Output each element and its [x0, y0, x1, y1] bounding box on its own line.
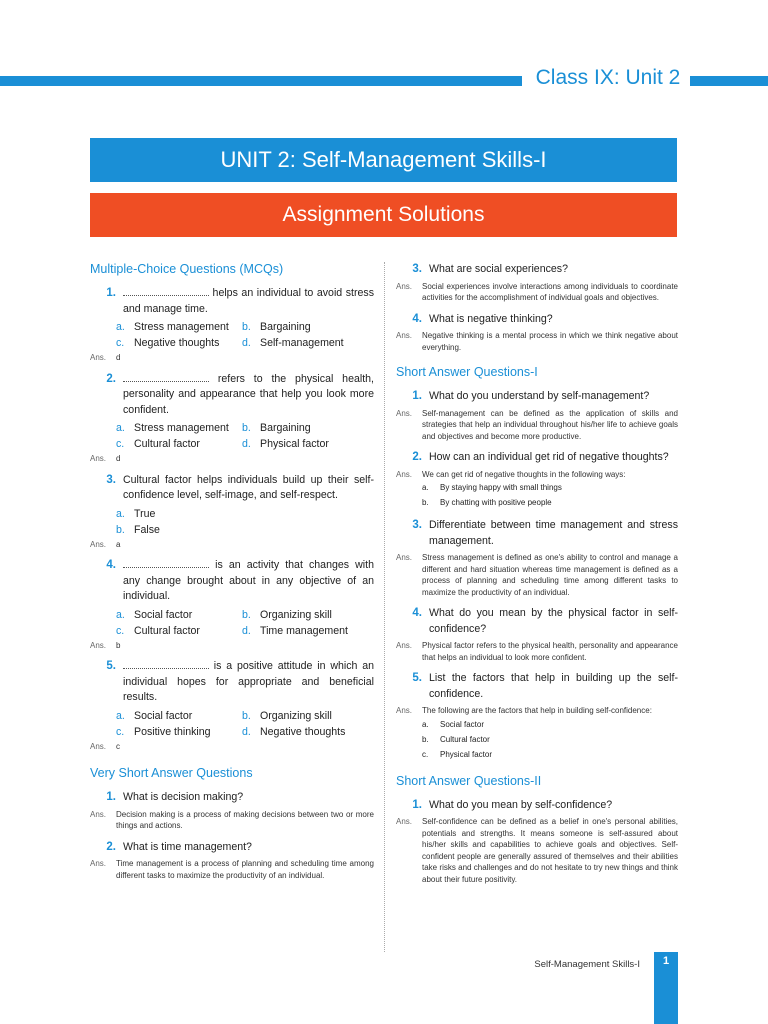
option-letter: b. [242, 422, 251, 434]
answer-text: Stress management is defined as one's ability to control and manage a different and hard situation whereas time management is defined as a process of planning and scheduling time among different tasks to maximize the productivity of an individual. [422, 553, 678, 597]
answer-label: Ans. [396, 281, 413, 291]
answer-text: b [116, 640, 121, 650]
mcq-options-3 [116, 508, 374, 536]
fill-blank [123, 286, 209, 296]
sa1-answer-3 [396, 552, 678, 598]
option-letter: b. [116, 523, 125, 536]
footer-title: Self-Management Skills-I [534, 959, 640, 970]
option-text: Negative thoughts [260, 725, 346, 738]
list-letter: a. [422, 483, 429, 492]
option-text: Self-management [260, 337, 344, 349]
option [242, 609, 374, 621]
list-text: Cultural factor [440, 734, 490, 744]
option-letter: b. [242, 709, 251, 722]
option-letter: d. [242, 438, 251, 450]
column-divider [384, 262, 385, 952]
question-text [123, 372, 374, 419]
list-text: Social factor [440, 719, 485, 729]
question-number: 5. [412, 672, 422, 684]
option-letter: a. [116, 321, 125, 333]
answer-label: Ans. [90, 353, 107, 362]
question-number: 4. [412, 607, 422, 619]
option-text: Stress management [134, 321, 229, 333]
sa1-answer-4 [396, 640, 678, 663]
question-text: How can an individual get rid of negative thoughts? [429, 451, 669, 463]
header-rule-left [0, 76, 522, 86]
page-number: 1 [662, 955, 670, 967]
option-text: Positive thinking [134, 725, 211, 738]
option-text: False [134, 523, 160, 536]
mcq-options-2 [116, 422, 374, 450]
right-column [396, 262, 678, 885]
sa2-question-1 [396, 798, 678, 814]
answer-text: Physical factor refers to the physical health, personality and appearance that helps an individual to look more confident. [422, 641, 678, 662]
list-text: By staying happy with small things [440, 483, 562, 492]
option-letter: a. [116, 608, 125, 621]
option-letter: c. [116, 438, 125, 450]
answer-label: Ans. [396, 553, 413, 562]
vsa-answer-4 [396, 330, 678, 353]
answer-text: The following are the factors that help in building self-confidence: [422, 706, 652, 715]
fill-blank [123, 558, 209, 568]
option-text: Social factor [134, 608, 193, 621]
option-letter: d. [242, 624, 251, 637]
answer-label: Ans. [396, 641, 413, 650]
answer-text: We can get rid of negative thoughts in the following ways: [422, 469, 626, 479]
answer-1 [90, 352, 374, 364]
vsa-question-1 [90, 790, 374, 806]
option-letter: b. [242, 608, 251, 621]
question-number: 2. [106, 840, 116, 853]
sa1-answer-1 [396, 408, 678, 443]
answer-label: Ans. [90, 454, 107, 463]
option-text: Organizing skill [260, 608, 332, 621]
answer-list-item [422, 480, 678, 495]
sa1-question-2 [396, 450, 678, 466]
answer-text: a [116, 539, 121, 549]
answer-label: Ans. [90, 741, 107, 751]
question-text [123, 286, 374, 317]
question-text-body: helps an individual to avoid stress and manage time. [123, 287, 374, 315]
header-rule-right [690, 76, 768, 86]
option-letter: d. [242, 725, 251, 738]
answer-text: Social experiences involve interactions among individuals to coordinate activities for the accomplishment of individual goals and objectives. [422, 281, 678, 302]
question-text: What is decision making? [123, 791, 244, 803]
option [116, 438, 242, 450]
answer-list-item [422, 747, 678, 762]
answer-text: Negative thinking is a mental process in which we think negative about everything. [422, 331, 678, 352]
question-text: What are social experiences? [429, 263, 568, 275]
answer-text: c [116, 741, 120, 751]
vsa-question-4 [396, 312, 678, 328]
left-column [90, 262, 374, 881]
option-text: Bargaining [260, 321, 311, 333]
question-text: What do you understand by self-management? [429, 390, 650, 402]
option [116, 524, 374, 536]
mcq-question-1 [90, 286, 374, 317]
option [116, 625, 242, 637]
answer-label: Ans. [90, 539, 107, 549]
list-letter: a. [422, 719, 429, 729]
question-text: What do you mean by self-confidence? [429, 798, 613, 811]
option-text: Organizing skill [260, 709, 332, 722]
section-title-short-answer-1: Short Answer Questions-I [396, 365, 538, 379]
option [116, 321, 242, 333]
answer-2 [90, 453, 374, 465]
sa1-question-5 [396, 671, 678, 702]
option-letter: b. [242, 321, 251, 333]
question-number: 3. [412, 263, 422, 275]
question-number: 2. [106, 372, 116, 385]
option-text: Cultural factor [134, 438, 200, 450]
option-text: Time management [260, 624, 348, 637]
question-number: 3. [412, 519, 422, 531]
list-letter: c. [422, 749, 429, 759]
answer-label: Ans. [396, 817, 413, 826]
mcq-options-4 [116, 609, 374, 637]
question-number: 1. [106, 791, 116, 803]
option [242, 422, 374, 434]
vsa-question-3 [396, 262, 678, 278]
answer-label: Ans. [396, 408, 413, 418]
option-text: Social factor [134, 709, 193, 722]
option [242, 726, 374, 738]
option-letter: c. [116, 725, 125, 738]
section-title-very-short: Very Short Answer Questions [90, 766, 253, 780]
option [116, 609, 242, 621]
list-text: Physical factor [440, 749, 493, 759]
option [116, 726, 242, 738]
question-number: 4. [106, 559, 116, 571]
question-text [123, 558, 374, 605]
mcq-question-5 [90, 659, 374, 706]
answer-text: d [116, 454, 121, 463]
option [116, 337, 242, 349]
sa1-question-3 [396, 518, 678, 549]
option [242, 321, 374, 333]
option-letter: a. [116, 709, 125, 722]
question-number: 1. [412, 390, 422, 402]
vsa-question-2 [90, 840, 374, 856]
vsa-answer-2 [90, 858, 374, 881]
option [116, 508, 374, 520]
answer-label: Ans. [396, 706, 413, 715]
option [242, 337, 374, 349]
option-text: Cultural factor [134, 624, 200, 637]
option-letter: c. [116, 624, 125, 637]
question-text-body: refers to the physical health, personality and appearance that help you look more confident. [123, 372, 374, 416]
mcq-options-1 [116, 321, 374, 349]
question-number: 3. [106, 473, 116, 486]
answer-text: Self-management can be defined as the application of skills and strategies that help an individual throughout his/her life to achieve goals and objectives and become more productive. [422, 408, 678, 441]
answer-3 [90, 539, 374, 551]
question-text: What is time management? [123, 840, 252, 853]
option-letter: a. [116, 422, 125, 434]
answer-list-item [422, 732, 678, 747]
question-text: List the factors that help in building up the self-confidence. [429, 672, 678, 700]
assignment-banner: Assignment Solutions [90, 193, 677, 237]
answer-label: Ans. [396, 469, 413, 479]
mcq-options-5 [116, 710, 374, 738]
option [242, 710, 374, 722]
option-text: Negative thoughts [134, 337, 220, 349]
option [242, 625, 374, 637]
question-number: 1. [412, 798, 422, 811]
answer-5 [90, 741, 374, 753]
option [116, 422, 242, 434]
mcq-question-2 [90, 372, 374, 419]
header-title: Class IX: Unit 2 [535, 66, 681, 89]
answer-label: Ans. [396, 331, 413, 340]
list-text: By chatting with positive people [440, 498, 552, 507]
sa1-question-4 [396, 606, 678, 637]
sa2-answer-1 [396, 816, 678, 885]
answer-list-item [422, 495, 678, 510]
question-text: What do you mean by the physical factor in self-confidence? [429, 607, 678, 635]
question-text-body: is a positive attitude in which an individual hopes for appropriate and beneficial results. [123, 660, 374, 703]
question-text: Cultural factor helps individuals build up their self-confidence level, self-image, and self-respect. [123, 473, 374, 501]
sa1-answer-2 [396, 469, 678, 481]
option-letter: d. [242, 337, 251, 349]
answer-list-item [422, 717, 678, 732]
answer-text: d [116, 353, 121, 362]
option [242, 438, 374, 450]
question-number: 4. [412, 312, 422, 325]
section-title-mcq: Multiple-Choice Questions (MCQs) [90, 262, 284, 276]
mcq-question-3 [90, 473, 374, 504]
vsa-answer-3 [396, 281, 678, 304]
option-text: Stress management [134, 422, 229, 434]
question-number: 5. [106, 660, 116, 672]
fill-blank [123, 659, 209, 669]
answer-label: Ans. [90, 809, 107, 819]
option [116, 710, 242, 722]
sa1-answer-5 [396, 705, 678, 717]
question-number: 1. [106, 287, 116, 299]
list-letter: b. [422, 498, 429, 507]
mcq-question-4 [90, 558, 374, 605]
answer-label: Ans. [90, 859, 107, 868]
vsa-answer-1 [90, 809, 374, 832]
option-letter: a. [116, 507, 125, 520]
answer-text: Time management is a process of planning and scheduling time among different tasks to maximize the productivity of an individual. [116, 859, 374, 880]
answer-text: Decision making is a process of making decisions between two or more things and actions. [116, 809, 374, 830]
option-text: Physical factor [260, 438, 329, 450]
question-text-body: is an activity that changes with any change brought about in any objective of an individual. [123, 559, 374, 602]
question-text: Differentiate between time management and stress management. [429, 519, 678, 547]
answer-text: Self-confidence can be defined as a belief in one's personal abilities, potentials and strengths. It means someone is self-assured about his/her skills and capabilities to achieve goals and objectives. Self-confident people are generally assured of themselves and their abilities take risks and challenges and do not hesitate to try new things and think about their future positivity. [422, 817, 678, 884]
section-title-short-answer-2: Short Answer Questions-II [396, 773, 542, 788]
sa1-question-1 [396, 389, 678, 405]
option-text: True [134, 507, 156, 520]
answer-label: Ans. [90, 640, 107, 650]
option-text: Bargaining [260, 422, 311, 434]
unit-banner: UNIT 2: Self-Management Skills-I [90, 138, 677, 182]
question-text [123, 659, 374, 706]
option-letter: c. [116, 337, 125, 349]
list-letter: b. [422, 734, 429, 744]
question-number: 2. [412, 451, 422, 463]
question-text: What is negative thinking? [429, 312, 553, 325]
answer-4 [90, 640, 374, 652]
fill-blank [123, 372, 209, 382]
